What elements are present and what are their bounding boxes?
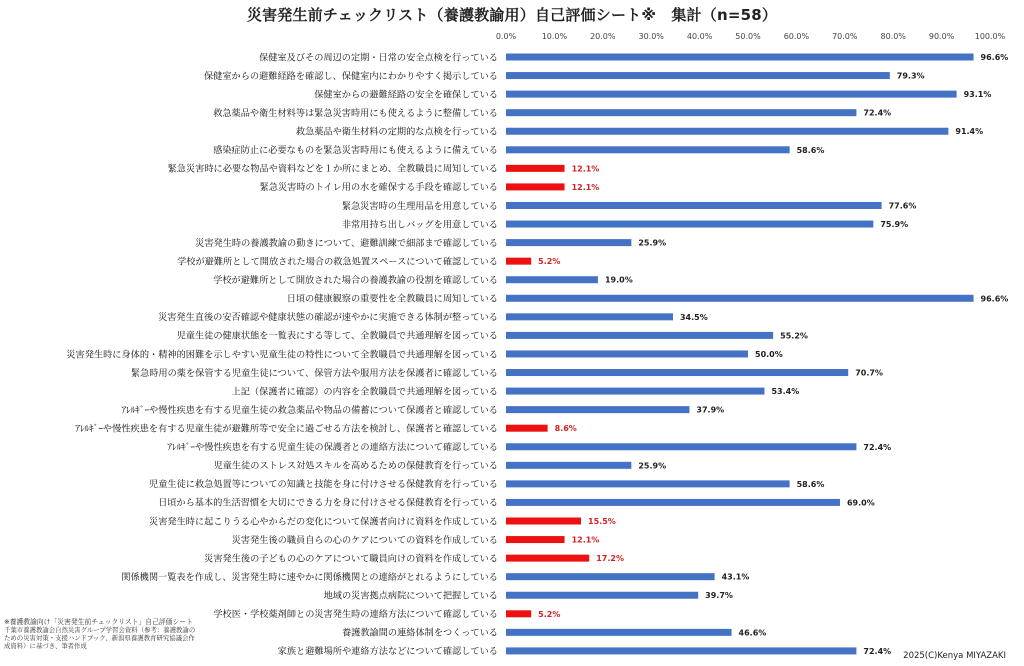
footnote-title: ※養護教諭向け「災害発生前チェックリスト」自己評価シート bbox=[4, 618, 193, 626]
value-label: 19.0% bbox=[604, 275, 633, 285]
x-tick-label: 10.0% bbox=[541, 32, 568, 41]
chart-title: 災害発生前チェックリスト（養護教諭用）自己評価シート※ 集計（n=58） bbox=[246, 6, 778, 24]
category-label: ｱﾚﾙｷﾞｰや慢性疾患を有する児童生徒が避難所等で安全に過ごせる方法を検討し、保護者と確認している bbox=[75, 423, 498, 435]
category-label: 学校が避難所として開放された場合の救急処置スペースについて確認している bbox=[177, 256, 498, 268]
value-label: 70.7% bbox=[855, 368, 883, 378]
value-label: 34.5% bbox=[679, 312, 708, 322]
category-label: 学校医・学校薬剤師との災害発生時の連絡方法について確認している bbox=[213, 609, 498, 621]
bar-highlighted bbox=[506, 425, 548, 432]
footnote bbox=[4, 618, 199, 650]
bar bbox=[506, 128, 948, 135]
value-label: 77.6% bbox=[888, 201, 917, 211]
bar bbox=[506, 313, 673, 320]
category-label: 災害発生時に起こりうる心やからだの変化について保護者向けに資料を作成している bbox=[149, 516, 498, 528]
category-label: 学校が避難所として開放された場合の養護教諭の役割を確認している bbox=[213, 275, 498, 287]
category-label: 家族と避難場所や連絡方法などについて確認している bbox=[277, 646, 498, 658]
value-label: 58.6% bbox=[796, 145, 825, 155]
value-label: 79.3% bbox=[896, 71, 925, 81]
value-label: 12.1% bbox=[571, 182, 600, 192]
x-tick-label: 60.0% bbox=[783, 32, 810, 41]
bar bbox=[506, 629, 732, 636]
value-label: 25.9% bbox=[638, 238, 667, 248]
category-label: 救急薬品や衛生材料の定期的な点検を行っている bbox=[295, 126, 498, 138]
value-label: 96.6% bbox=[980, 294, 1009, 304]
category-label: 緊急時用の薬を保管する児童生徒について、保管方法や服用方法を保護者に確認している bbox=[130, 367, 498, 379]
bar-highlighted bbox=[506, 610, 531, 617]
category-label: 保健室からの避難経路の安全を確保している bbox=[314, 89, 498, 101]
bar bbox=[506, 462, 631, 469]
x-tick-label: 30.0% bbox=[638, 32, 664, 41]
category-label: ｱﾚﾙｷﾞｰや慢性疾患を有する児童生徒の救急薬品や物品の備蓄について保護者と確認している bbox=[121, 404, 498, 416]
x-tick-label: 40.0% bbox=[686, 32, 713, 41]
category-label: ｱﾚﾙｷﾞｰや慢性疾患を有する児童生徒の保護者との連絡方法について確認している bbox=[167, 442, 498, 454]
value-label: 50.0% bbox=[755, 349, 783, 359]
bar bbox=[506, 480, 790, 487]
category-label: 保健室及びその周辺の定期・日常の安全点検を行っている bbox=[259, 52, 498, 64]
category-label: 緊急災害時の生理用品を用意している bbox=[341, 200, 498, 212]
category-label: 災害発生時の養護教諭の動きについて、避難訓練で細部まで確認している bbox=[195, 237, 498, 249]
bar bbox=[506, 406, 689, 413]
bar bbox=[506, 72, 890, 79]
bar bbox=[506, 573, 715, 580]
value-label: 58.6% bbox=[796, 479, 825, 489]
category-label: 感染症防止に必要なものを緊急災害時用にも使えるように備えている bbox=[213, 145, 498, 157]
bar bbox=[506, 647, 856, 654]
bar bbox=[506, 499, 840, 506]
bar-highlighted bbox=[506, 258, 531, 265]
bar bbox=[506, 239, 631, 246]
bar bbox=[506, 295, 974, 302]
footnote-body: 千葉市養護教諭会自然災害グループ学習会資料（参考：養護教諭のための災害対策・支援ハンドブック、新潟県養護教育研究協議会作成資料）に基づき、筆者作成 bbox=[4, 626, 196, 650]
category-label: 児童生徒のストレス対処スキルを高めるための保健教育を行っている bbox=[213, 460, 498, 472]
value-label: 5.2% bbox=[538, 257, 561, 267]
category-label: 保健室からの避難経路を確認し、保健室内にわかりやすく掲示している bbox=[204, 70, 498, 82]
value-label: 96.6% bbox=[980, 53, 1009, 62]
value-label: 8.6% bbox=[554, 424, 577, 434]
category-label: 災害発生直後の安否確認や健康状態の確認が速やかに実施できる体制が整っている bbox=[158, 312, 498, 324]
category-label: 関係機関一覧表を作成し、災害発生時に速やかに関係機関との連絡がとれるようにしている bbox=[121, 571, 498, 583]
copyright-credit: 2025(C)Kenya MIYAZAKI bbox=[903, 651, 1006, 661]
bar bbox=[506, 443, 856, 450]
bar bbox=[506, 202, 882, 209]
bar bbox=[506, 91, 957, 98]
category-label: 非常用持ち出しバッグを用意している bbox=[341, 219, 498, 231]
category-label: 児童生徒に救急処置等についての知識と技能を身に付けさせる保健教育を行っている bbox=[149, 479, 498, 491]
bar bbox=[506, 146, 790, 153]
value-label: 12.1% bbox=[571, 535, 600, 545]
x-tick-label: 20.0% bbox=[590, 32, 616, 41]
category-label: 緊急災害時に必要な物品や資料などを１か所にまとめ、全教職員に周知している bbox=[167, 163, 498, 175]
value-label: 69.0% bbox=[846, 498, 875, 508]
value-label: 39.7% bbox=[705, 591, 733, 601]
bar bbox=[506, 388, 764, 395]
value-label: 93.1% bbox=[963, 90, 992, 100]
bar-highlighted bbox=[506, 536, 565, 543]
bar bbox=[506, 221, 873, 228]
bar-highlighted bbox=[506, 555, 589, 562]
x-tick-label: 50.0% bbox=[735, 32, 761, 41]
value-label: 72.4% bbox=[863, 646, 892, 656]
bar bbox=[506, 332, 773, 339]
value-label: 15.5% bbox=[588, 517, 616, 526]
category-label: 児童生徒の健康状態を一覧表にする等して、全教職員で共通理解を図っている bbox=[176, 330, 498, 342]
bars bbox=[506, 54, 974, 655]
bar-highlighted bbox=[506, 165, 565, 172]
category-label: 災害発生後の職員自らの心のケアについての資料を作成している bbox=[231, 534, 498, 546]
x-tick-label: 80.0% bbox=[880, 32, 906, 41]
bar-highlighted bbox=[506, 183, 565, 190]
value-label: 75.9% bbox=[880, 220, 909, 230]
value-label: 55.2% bbox=[780, 331, 808, 341]
bar bbox=[506, 276, 598, 283]
value-label: 91.4% bbox=[955, 127, 984, 137]
category-label: 災害発生後の子どもの心のケアについて職員向けの資料を作成している bbox=[204, 553, 498, 565]
value-label: 72.4% bbox=[863, 108, 892, 118]
x-tick-label: 90.0% bbox=[928, 32, 955, 41]
category-labels bbox=[66, 51, 498, 657]
value-label: 25.9% bbox=[638, 461, 667, 471]
value-label: 12.1% bbox=[571, 164, 600, 174]
category-label: 日頃から基本的生活習慣を大切にできる力を身に付けさせる保健教育を行っている bbox=[158, 497, 498, 509]
category-label: 上記（保護者に確認）の内容を全教職員で共通理解を図っている bbox=[231, 386, 498, 398]
x-axis-ticks bbox=[496, 32, 1006, 41]
category-label: 地域の災害拠点病院について把握している bbox=[323, 590, 498, 602]
category-label: 救急薬品や衛生材料等は緊急災害時用にも使えるように整備している bbox=[213, 107, 498, 119]
value-label: 17.2% bbox=[596, 554, 625, 564]
value-label: 53.4% bbox=[771, 387, 800, 397]
category-label: 災害発生時に身体的・精神的困難を示しやすい児童生徒の特性について全教職員で共通理解を図っている bbox=[66, 349, 498, 361]
value-label: 46.6% bbox=[738, 628, 767, 638]
bar bbox=[506, 54, 974, 61]
value-label: 72.4% bbox=[863, 442, 892, 452]
bar bbox=[506, 369, 848, 376]
bar bbox=[506, 350, 748, 357]
category-label: 緊急災害時のトイレ用の水を確保する手段を確認している bbox=[259, 182, 498, 194]
category-label: 養護教諭間の連絡体制をつくっている bbox=[341, 627, 498, 639]
bar-highlighted bbox=[506, 518, 581, 525]
x-tick-label: 100.0% bbox=[974, 32, 1006, 41]
value-label: 37.9% bbox=[696, 405, 725, 415]
x-tick-label: 70.0% bbox=[832, 32, 858, 41]
x-tick-label: 0.0% bbox=[495, 32, 517, 41]
bar bbox=[506, 592, 698, 599]
value-label: 5.2% bbox=[538, 609, 561, 619]
bar bbox=[506, 109, 856, 116]
value-label: 43.1% bbox=[721, 572, 750, 582]
category-label: 日頃の健康観察の重要性を全教職員に周知している bbox=[286, 293, 498, 305]
